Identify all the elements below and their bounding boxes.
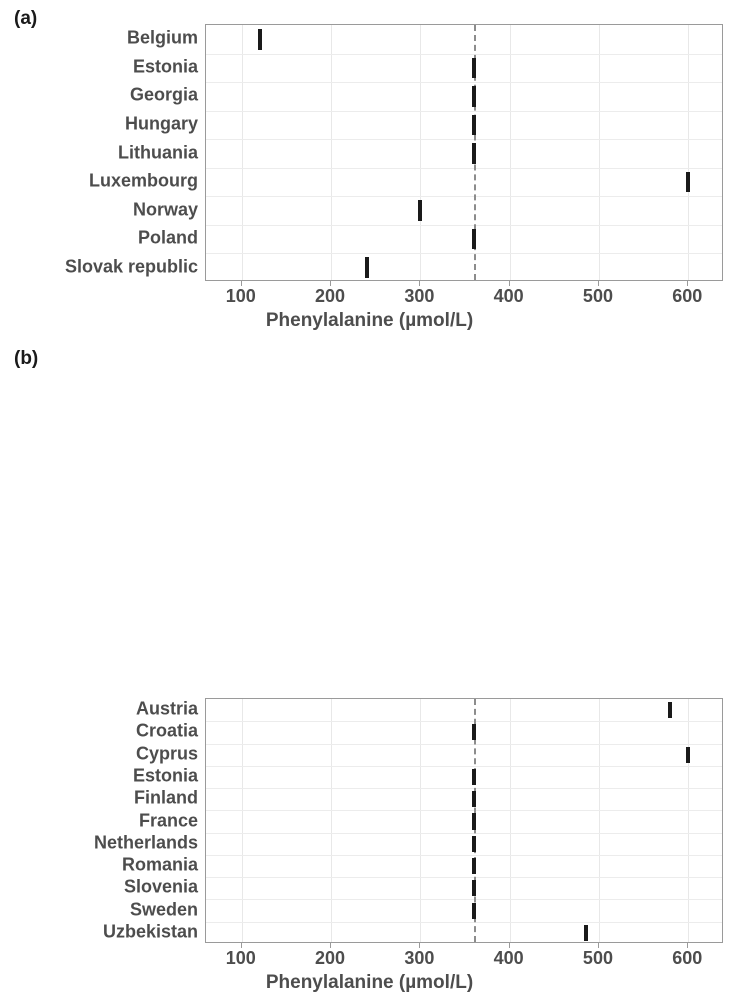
gridline-vertical <box>420 699 421 942</box>
x-tick-label: 500 <box>582 286 613 306</box>
category-label: Croatia <box>135 720 198 741</box>
data-marker <box>472 86 476 107</box>
data-marker <box>365 257 369 278</box>
gridline-horizontal <box>206 225 722 226</box>
gridline-vertical <box>242 25 243 280</box>
category-label: Georgia <box>129 84 198 105</box>
data-marker <box>584 925 588 941</box>
panel-a <box>0 0 739 340</box>
gridline-vertical <box>599 699 600 942</box>
gridline-horizontal <box>206 139 722 140</box>
category-label: Hungary <box>124 113 198 134</box>
panel-b-tag: (b) <box>14 348 39 369</box>
x-tick-label: 600 <box>672 948 703 968</box>
data-marker <box>472 858 476 874</box>
gridline-horizontal <box>206 253 722 254</box>
data-marker <box>258 29 262 50</box>
gridline-horizontal <box>206 899 722 900</box>
panel-b <box>0 340 739 993</box>
category-label: Austria <box>135 698 198 719</box>
gridline-horizontal <box>206 721 722 722</box>
gridline-vertical <box>688 25 689 280</box>
category-label: Finland <box>134 787 198 808</box>
category-label: Netherlands <box>93 832 198 853</box>
gridline-horizontal <box>206 111 722 112</box>
gridline-horizontal <box>206 855 722 856</box>
x-tick-label: 500 <box>582 948 613 968</box>
gridline-vertical <box>599 25 600 280</box>
panel-a-plot-area <box>205 24 723 281</box>
data-marker <box>472 58 476 79</box>
category-label: Estonia <box>132 56 198 77</box>
panel-b-category-labels <box>0 698 198 943</box>
category-label: Romania <box>121 854 198 875</box>
gridline-vertical <box>420 25 421 280</box>
category-label: Estonia <box>132 765 198 786</box>
x-tick-label: 200 <box>315 286 346 306</box>
x-tick-label: 100 <box>225 948 256 968</box>
gridline-horizontal <box>206 788 722 789</box>
gridline-vertical <box>242 699 243 942</box>
category-label: Belgium <box>126 27 198 48</box>
gridline-horizontal <box>206 54 722 55</box>
data-marker <box>418 200 422 221</box>
data-marker <box>686 172 690 193</box>
category-label: Cyprus <box>135 743 198 764</box>
panel-b-x-axis-title: Phenylalanine (µmol/L) <box>265 972 474 993</box>
category-label: Luxembourg <box>88 170 198 191</box>
category-label: Slovenia <box>123 876 198 897</box>
gridline-vertical <box>510 25 511 280</box>
category-label: Norway <box>132 199 198 220</box>
data-marker <box>472 229 476 250</box>
gridline-horizontal <box>206 82 722 83</box>
panel-b-plot-area <box>205 698 723 943</box>
category-label: Uzbekistan <box>102 921 198 942</box>
panel-a-tag: (a) <box>14 8 38 29</box>
data-marker <box>472 769 476 785</box>
data-marker <box>472 903 476 919</box>
data-marker <box>472 724 476 740</box>
gridline-horizontal <box>206 196 722 197</box>
category-label: France <box>138 810 198 830</box>
data-marker <box>472 880 476 896</box>
gridline-vertical <box>331 699 332 942</box>
gridline-horizontal <box>206 810 722 811</box>
gridline-horizontal <box>206 922 722 923</box>
gridline-vertical <box>331 25 332 280</box>
category-label: Slovak republic <box>64 256 198 277</box>
x-tick-label: 100 <box>225 286 256 306</box>
category-label: Sweden <box>129 899 198 920</box>
data-marker <box>472 813 476 829</box>
panel-a-category-labels <box>0 24 198 281</box>
data-marker <box>472 836 476 852</box>
data-marker <box>472 115 476 136</box>
data-marker <box>472 791 476 807</box>
gridline-vertical <box>510 699 511 942</box>
gridline-horizontal <box>206 833 722 834</box>
gridline-horizontal <box>206 877 722 878</box>
x-tick-label: 300 <box>404 948 435 968</box>
gridline-vertical <box>688 699 689 942</box>
data-marker <box>686 747 690 763</box>
panel-a-x-axis-title: Phenylalanine (µmol/L) <box>265 310 474 331</box>
x-tick-label: 600 <box>672 286 703 306</box>
x-tick-label: 300 <box>404 286 435 306</box>
gridline-horizontal <box>206 766 722 767</box>
x-tick-label: 400 <box>493 286 524 306</box>
data-marker <box>472 143 476 164</box>
gridline-horizontal <box>206 744 722 745</box>
x-tick-label: 200 <box>315 948 346 968</box>
x-tick-label: 400 <box>493 948 524 968</box>
category-label: Poland <box>137 227 198 248</box>
data-marker <box>668 702 672 718</box>
gridline-horizontal <box>206 168 722 169</box>
category-label: Lithuania <box>118 142 198 162</box>
